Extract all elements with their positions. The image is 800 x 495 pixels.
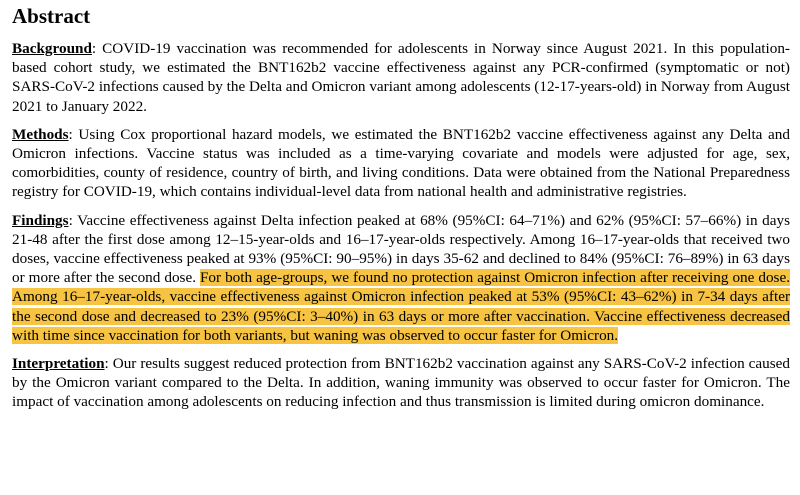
- findings-highlighted-text: For both age-groups, we found no protection against Omicron infection after receiving one dose. Among 16–17-year-olds, vaccine effectiveness against Omicron infection peaked at 53% (95%CI: 43–62%) in 7-34 days after the second dose and decreased to 23% (95%CI: 3–40%) in 63 days or more after vaccination. Vaccine effectiveness decreased with time since vaccination for both variants, but waning was observed to occur faster for Omicron.: [12, 269, 790, 344]
- methods-label: Methods: [12, 125, 69, 143]
- abstract-page: [12, 0, 790, 421]
- interpretation-label: Interpretation: [12, 355, 105, 373]
- abstract-heading: Abstract: [12, 4, 91, 28]
- findings-label: Findings: [12, 211, 69, 229]
- background-paragraph: [12, 39, 790, 116]
- interpretation-text: : Our results suggest reduced protection from BNT162b2 vaccination against any SARS-CoV-2 infection caused by the Omicron variant compared to the Delta. In addition, waning immunity was observed to occur faster for Omicron. The impact of vaccination among adolescents on reducing infection and thus transmission is limited during omicron dominance.: [12, 355, 790, 411]
- findings-paragraph: [12, 211, 790, 345]
- background-text: : COVID-19 vaccination was recommended for adolescents in Norway since August 2021. In this population-based cohort study, we estimated the BNT162b2 vaccine effectiveness against any PCR-confirmed (symptomatic or not) SARS-CoV-2 infections caused by the Delta and Omicron variant among adolescents (12-17-years-old) in Norway from August 2021 to January 2022.: [12, 40, 790, 115]
- methods-text: : Using Cox proportional hazard models, we estimated the BNT162b2 vaccine effectiveness against any Delta and Omicron infections. Vaccine status was included as a time-varying covariate and models were adjusted for age, sex, comorbidities, county of residence, country of birth, and living conditions. Data were obtained from the National Preparedness registry for COVID-19, which contains individual-level data from national health and administrative registries.: [12, 125, 790, 201]
- methods-paragraph: [12, 125, 790, 202]
- background-label: Background: [12, 40, 92, 57]
- interpretation-paragraph: [12, 354, 790, 412]
- findings-text: : Vaccine effectiveness against Delta infection peaked at 68% (95%CI: 64–71%) and 62% (95%CI: 57–66%) in days 21-48 after the first dose among 12–15-year-olds and 16–17-year-olds respectively. Among 16–17-year-olds that received two doses, vaccine effectiveness peaked at 93% (95%CI: 90–95%) in days 35-62 and declined to 84% (95%CI: 76–89%) in 63 days or more after the second dose.: [12, 211, 790, 287]
